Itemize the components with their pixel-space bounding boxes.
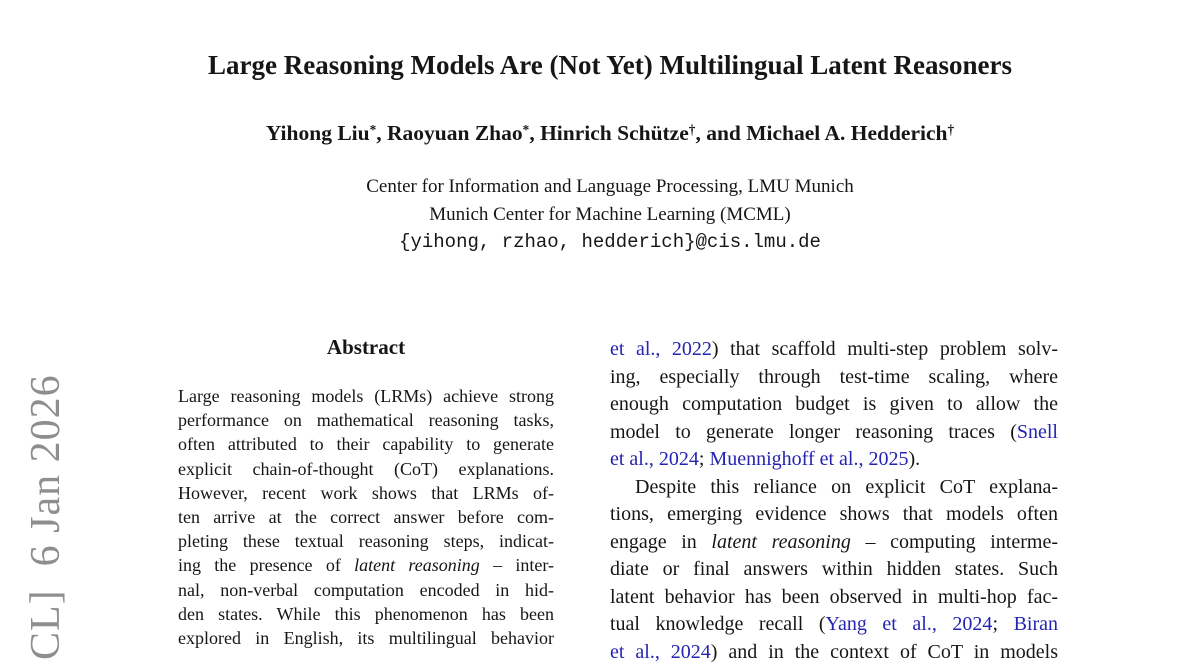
paper-title: Large Reasoning Models Are (Not Yet) Multilingual Latent Reasoners bbox=[20, 50, 1200, 81]
abstract-text-column bbox=[178, 384, 554, 650]
text-segment: – inter- bbox=[480, 555, 554, 575]
citation-link[interactable]: Yang et al., 2024 bbox=[826, 613, 993, 635]
arxiv-watermark: CL] 6 Jan 2026 bbox=[22, 374, 70, 660]
text-line bbox=[610, 336, 1058, 364]
text-line bbox=[610, 446, 1058, 474]
citation-link[interactable]: et al., 2024 bbox=[610, 448, 699, 470]
text-line bbox=[178, 384, 554, 408]
text-segment: ) that scaffold multi-step problem solv- bbox=[712, 338, 1058, 360]
text-line bbox=[178, 432, 554, 456]
text-line bbox=[610, 529, 1058, 557]
text-segment: ). bbox=[908, 448, 920, 470]
text-segment: enough computation budget is given to allow the bbox=[610, 393, 1058, 415]
text-line bbox=[610, 364, 1058, 392]
emphasis-text: latent reasoning bbox=[711, 531, 850, 553]
text-line bbox=[178, 457, 554, 481]
affiliation-line-1: Center for Information and Language Processing, LMU Munich bbox=[20, 176, 1200, 198]
text-line bbox=[178, 602, 554, 626]
text-segment: ing the presence of bbox=[178, 555, 354, 575]
text-line bbox=[178, 408, 554, 432]
text-line bbox=[610, 639, 1058, 666]
body-text-column bbox=[610, 336, 1058, 666]
text-segment: ; bbox=[699, 448, 710, 470]
text-segment: tions, emerging evidence shows that models often bbox=[610, 503, 1058, 525]
text-segment: ten arrive at the correct answer before com- bbox=[178, 507, 554, 527]
author-footnote-marker: * bbox=[370, 122, 377, 137]
author-footnote-marker: * bbox=[523, 122, 530, 137]
text-segment: nal, non-verbal computation encoded in hid- bbox=[178, 580, 554, 600]
text-segment: latent behavior has been observed in multi-hop fac- bbox=[610, 586, 1058, 608]
text-line bbox=[610, 556, 1058, 584]
text-segment: den states. While this phenomenon has been bbox=[178, 604, 554, 624]
text-line bbox=[610, 501, 1058, 529]
citation-link[interactable]: Muennighoff et al., 2025 bbox=[709, 448, 908, 470]
text-segment: often attributed to their capability to generate bbox=[178, 434, 554, 454]
author-footnote-marker: † bbox=[689, 122, 696, 137]
text-segment: engage in bbox=[610, 531, 711, 553]
text-segment: model to generate longer reasoning traces ( bbox=[610, 421, 1017, 443]
text-line bbox=[178, 529, 554, 553]
text-line bbox=[610, 391, 1058, 419]
citation-link[interactable]: Snell bbox=[1017, 421, 1058, 443]
citation-link[interactable]: et al., 2024 bbox=[610, 641, 711, 663]
citation-link[interactable]: et al., 2022 bbox=[610, 338, 712, 360]
text-segment: – computing interme- bbox=[851, 531, 1058, 553]
text-segment: , and Michael A. Hedderich bbox=[695, 121, 947, 145]
text-line bbox=[610, 474, 1058, 502]
text-line bbox=[178, 553, 554, 577]
text-segment: Large reasoning models (LRMs) achieve strong bbox=[178, 386, 554, 406]
text-line bbox=[178, 481, 554, 505]
text-line bbox=[610, 419, 1058, 447]
text-line bbox=[178, 578, 554, 602]
author-line bbox=[20, 121, 1200, 146]
text-segment: ing, especially through test-time scaling, where bbox=[610, 366, 1058, 388]
email-line: {yihong, rzhao, hedderich}@cis.lmu.de bbox=[20, 231, 1200, 253]
text-segment: However, recent work shows that LRMs of- bbox=[178, 483, 554, 503]
text-segment: ; bbox=[992, 613, 1013, 635]
text-segment: Yihong Liu bbox=[266, 121, 370, 145]
abstract-heading: Abstract bbox=[178, 335, 554, 360]
text-segment: tual knowledge recall ( bbox=[610, 613, 826, 635]
text-segment: diate or final answers within hidden states. Such bbox=[610, 558, 1058, 580]
text-segment: ) and in the context of CoT in models bbox=[711, 641, 1058, 663]
emphasis-text: latent reasoning bbox=[354, 555, 480, 575]
text-segment: pleting these textual reasoning steps, indicat- bbox=[178, 531, 554, 551]
text-segment: , Raoyuan Zhao bbox=[376, 121, 522, 145]
affiliation-line-2: Munich Center for Machine Learning (MCML) bbox=[20, 204, 1200, 226]
text-line bbox=[610, 611, 1058, 639]
text-segment: , Hinrich Schütze bbox=[529, 121, 688, 145]
text-segment: explicit chain-of-thought (CoT) explanations. bbox=[178, 459, 554, 479]
citation-link[interactable]: Biran bbox=[1014, 613, 1058, 635]
text-line bbox=[610, 584, 1058, 612]
text-segment: Despite this reliance on explicit CoT explana- bbox=[635, 476, 1058, 498]
author-footnote-marker: † bbox=[947, 122, 954, 137]
text-line bbox=[178, 626, 554, 650]
text-line bbox=[178, 505, 554, 529]
text-segment: performance on mathematical reasoning tasks, bbox=[178, 410, 554, 430]
text-segment: explored in English, its multilingual behavior bbox=[178, 628, 554, 648]
